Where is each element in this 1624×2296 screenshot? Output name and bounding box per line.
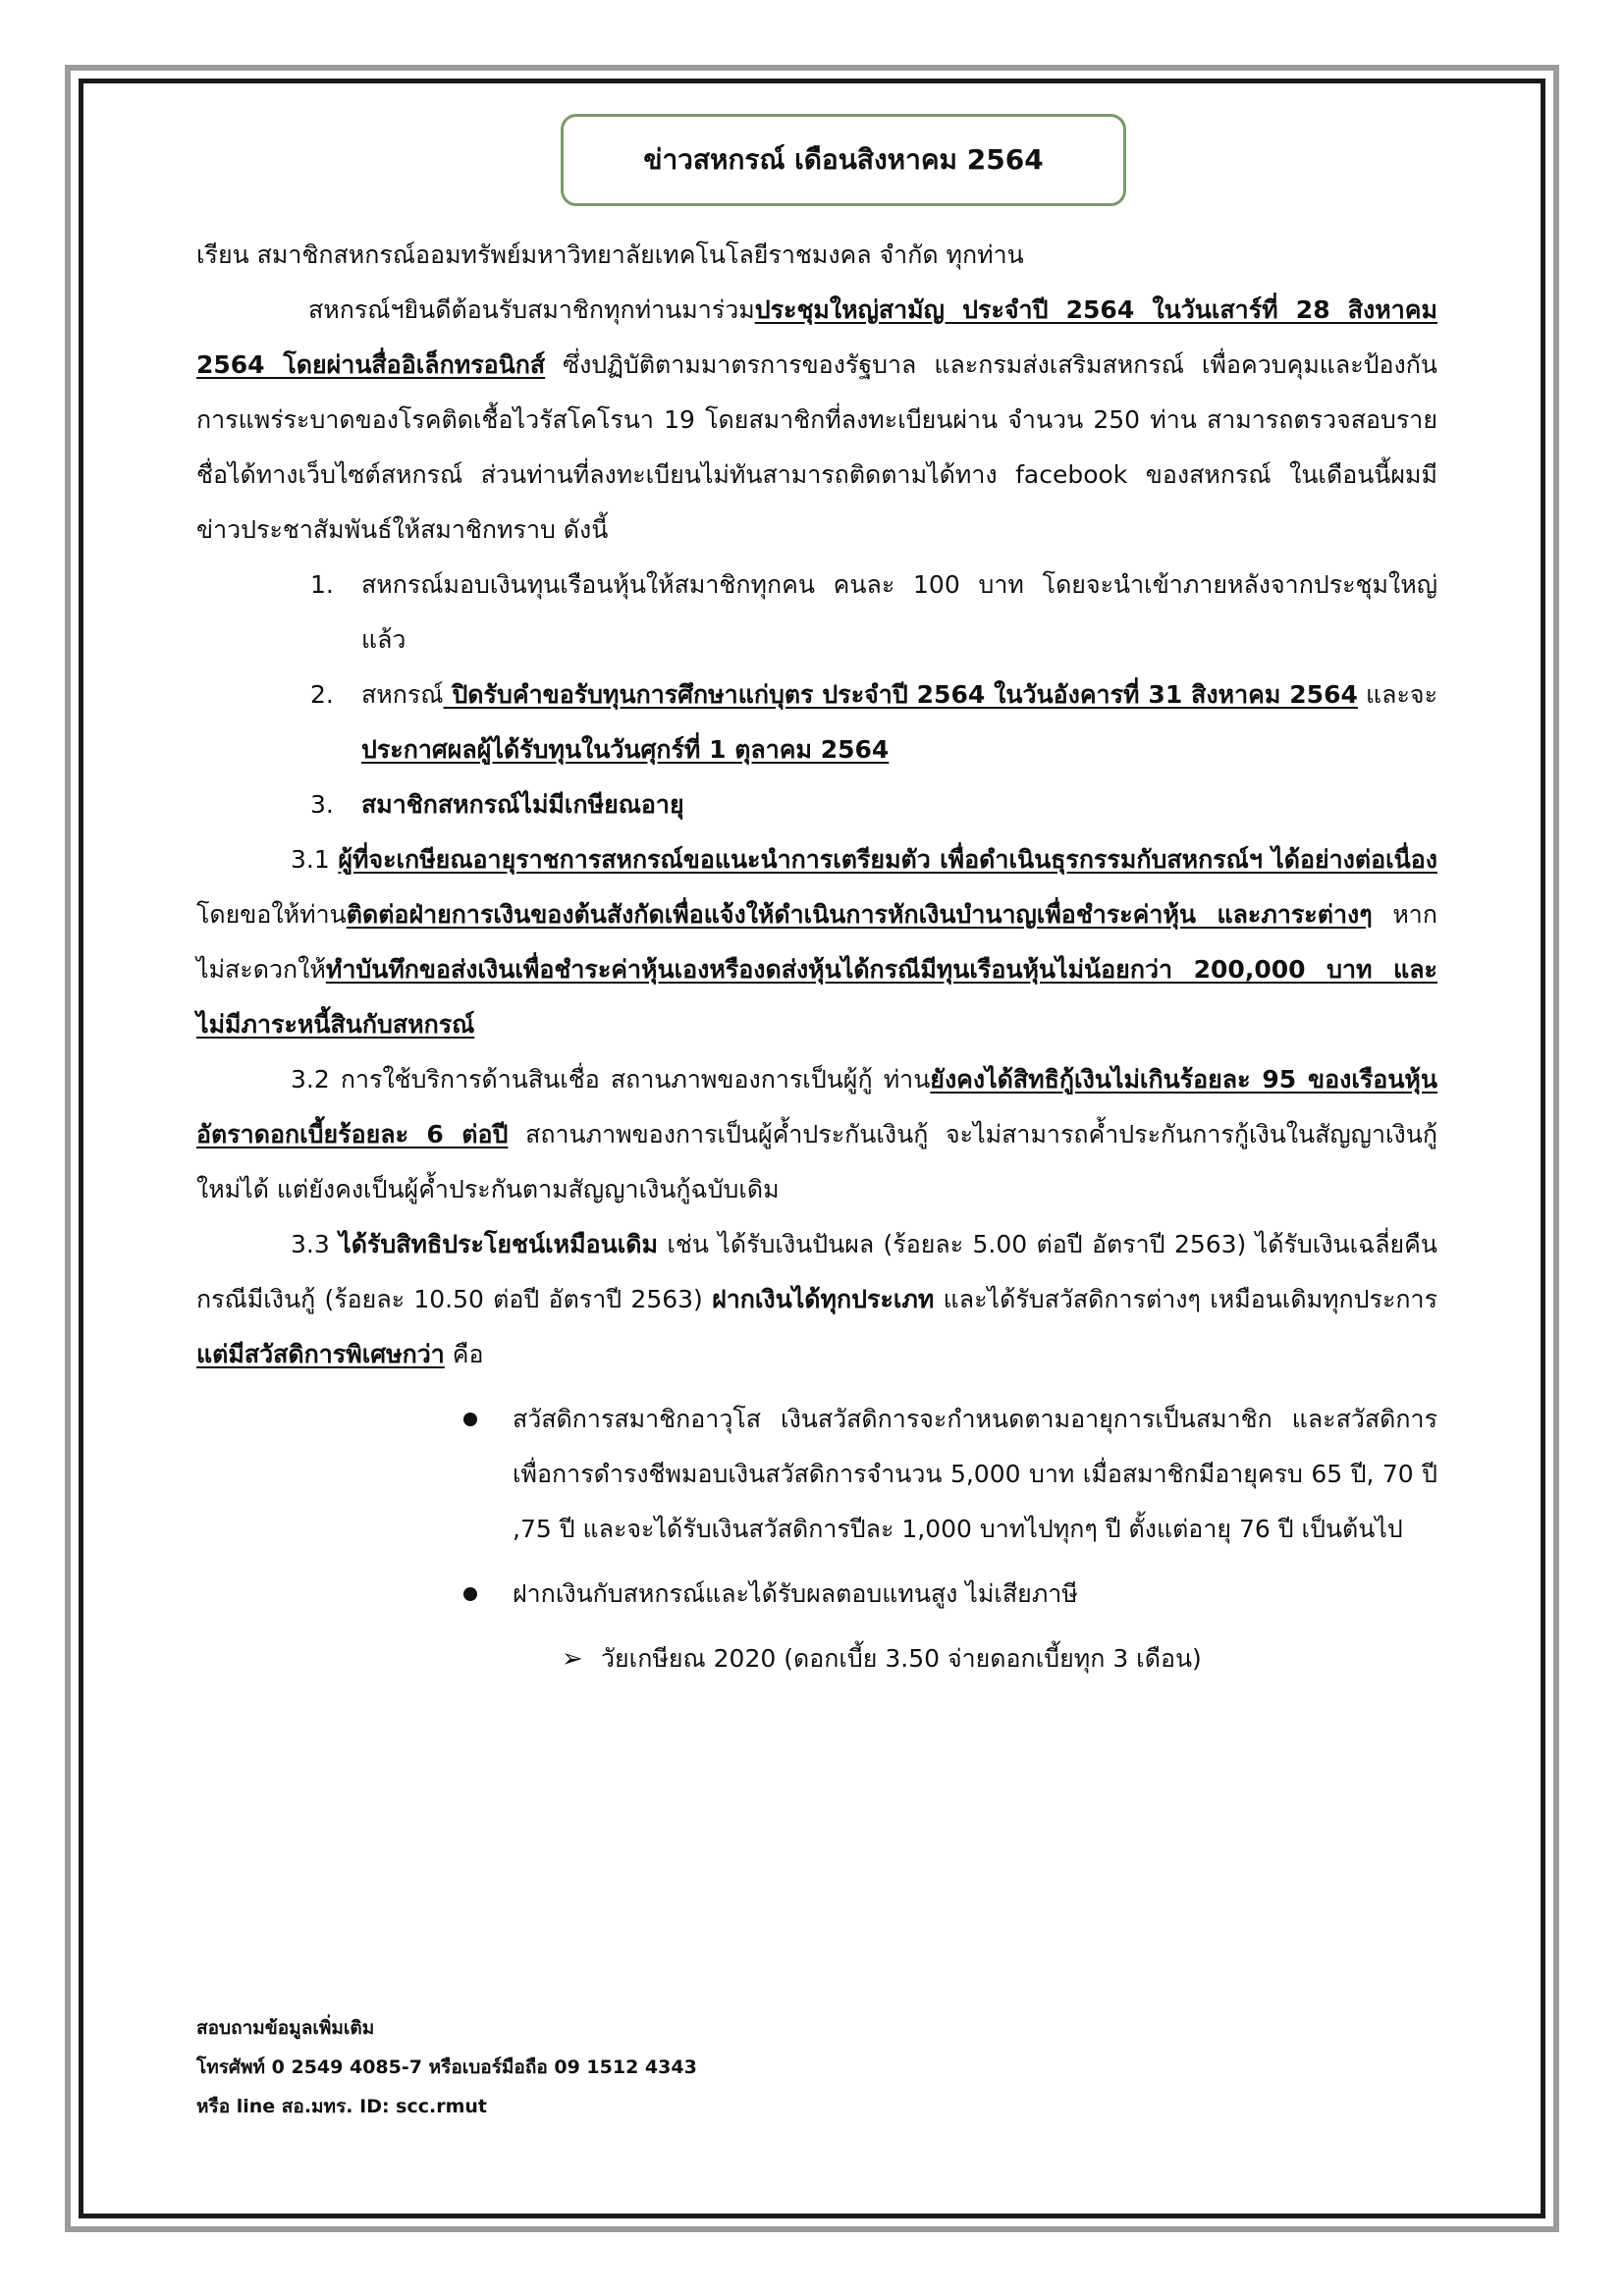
section-3-1-number: 3.1 <box>291 845 339 874</box>
section-3-3-number: 3.3 <box>291 1230 340 1258</box>
section-3-1-u3: ทำบันทึกขอส่งเงินเพื่อชำระค่าหุ้นเองหรืองดส่งหุ้นได้กรณีมีทุนเรือนหุ้นไม่น้อยกว่า 200,000 บาท และไม่มีภาระหนี้สินกับสหกรณ์ <box>196 955 1437 1039</box>
section-3-2 <box>196 1052 1437 1217</box>
list-item <box>196 667 1437 777</box>
bullet-icon <box>461 1392 513 1557</box>
newsletter-title-text: ข่าวสหกรณ์ เดือนสิงหาคม 2564 <box>643 143 1044 176</box>
section-3-1-t2: หากไม่สะดวกให้ <box>196 900 1437 984</box>
intro-text-1: สหกรณ์ฯยินดีต้อนรับสมาชิกทุกท่านมาร่วม <box>308 295 755 324</box>
section-3-2-t1: 3.2 การใช้บริการด้านสินเชื่อ สถานภาพของการเป็นผู้กู้ ท่าน <box>291 1065 931 1094</box>
deposit-product-text: วัยเกษียณ 2020 (ดอกเบี้ย 3.50 จ่ายดอกเบี้ยทุก 3 เดือน) <box>601 1644 1202 1673</box>
list-item-text: สมาชิกสหกรณ์ไม่มีเกษียณอายุ <box>361 790 684 819</box>
section-3-1-u1: ผู้ที่จะเกษียณอายุราชการสหกรณ์ขอแนะนำการเตรียมตัว เพื่อดำเนินธุรกรรมกับสหกรณ์ฯ ได้อย่างต่อเนื่อง <box>338 845 1437 874</box>
section-3-1-u2: ติดต่อฝ่ายการเงินของต้นสังกัดเพื่อแจ้งให้ดำเนินการหักเงินบำนาญเพื่อชำระค่าหุ้น และภาระต่างๆ <box>346 900 1373 929</box>
newsletter-title <box>561 114 1126 206</box>
salutation: เรียน สมาชิกสหกรณ์ออมทรัพย์มหาวิทยาลัยเทคโนโลยีราชมงคล จำกัด ทุกท่าน <box>196 240 1024 269</box>
contact-line: หรือ line สอ.มทร. ID: scc.rmut <box>196 2096 488 2117</box>
list-number: 2. <box>310 680 334 709</box>
newsletter-body <box>196 228 1437 1686</box>
contact-heading: สอบถามข้อมูลเพิ่มเติม <box>196 2017 375 2039</box>
section-3-2-u1: ยังคงได้สิทธิกู้เงินไม่เกินร้อยละ 95 ของเรือนหุ้น อัตราดอกเบี้ยร้อยละ 6 ต่อปี <box>196 1065 1437 1148</box>
section-3-3-b1: ได้รับสิทธิประโยชน์เหมือนเดิม <box>339 1230 658 1258</box>
news-list <box>196 558 1437 832</box>
section-3-3-t3: คือ <box>444 1340 484 1368</box>
section-3-3-t1: เช่น ได้รับเงินปันผล (ร้อยละ 5.00 ต่อปี อัตราปี 2563) ได้รับเงินเฉลี่ยคืน กรณีมีเงินกู้ (ร้อยละ 10.50 ต่อปี อัตราปี 2563) <box>196 1230 1437 1313</box>
section-3-3-u1: แต่มีสวัสดิการพิเศษกว่า <box>196 1340 445 1368</box>
list-number: 1. <box>310 570 334 599</box>
contact-footer <box>196 2008 697 2126</box>
item2-text-b: และจะ <box>1357 680 1437 709</box>
section-3-3 <box>196 1217 1437 1382</box>
meeting-announcement: ประชุมใหญ่สามัญ ประจำปี 2564 ในวันเสาร์ที่ 28 สิงหาคม 2564 โดยผ่านสื่ออิเล็กทรอนิกส์ <box>196 295 1437 379</box>
benefit-item <box>461 1567 1437 1622</box>
section-3-3-t2: และได้รับสวัสดิการต่างๆ เหมือนเดิมทุกประการ <box>934 1285 1438 1313</box>
list-item-text: สหกรณ์มอบเงินทุนเรือนหุ้นให้สมาชิกทุกคน คนละ 100 บาท โดยจะนำเข้าภายหลังจากประชุมใหญ่แล้ว <box>361 570 1437 654</box>
benefit-item <box>461 1392 1437 1557</box>
benefit-text: สวัสดิการสมาชิกอาวุโส เงินสวัสดิการจะกำหนดตามอายุการเป็นสมาชิก และสวัสดิการเพื่อการดำรงชีพมอบเงินสวัสดิการจำนวน 5,000 บาท เมื่อสมาชิกมีอายุครบ 65 ปี, 70 ปี ,75 ปี และจะได้รับเงินสวัสดิการปีละ 1,000 บาทไปทุกๆ ปี ตั้งแต่อายุ 76 ปี เป็นต้นไป <box>513 1405 1437 1543</box>
section-3-1-t1: โดยขอให้ท่าน <box>196 900 347 929</box>
intro-text-2: ซึ่งปฏิบัติตามมาตรการของรัฐบาล และกรมส่งเสริมสหกรณ์ เพื่อควบคุมและป้องกันการแพร่ระบาดของโรคติดเชื้อไวรัสโคโรนา 19 โดยสมาชิกที่ลงทะเบียนผ่าน จำนวน 250 ท่าน สามารถตรวจสอบรายชื่อได้ทางเว็บไซต์สหกรณ์ ส่วนท่านที่ลงทะเบียนไม่ทันสามารถติดตามได้ทาง facebook ของสหกรณ์ ในเดือนนี้ผมมีข่าวประชาสัมพันธ์ให้สมาชิกทราบ ดังนี้ <box>196 350 1437 544</box>
benefit-text: ฝากเงินกับสหกรณ์และได้รับผลตอบแทนสูง ไม่เสียภาษี <box>513 1579 1078 1608</box>
list-item <box>196 558 1437 667</box>
scholarship-deadline: ปิดรับคำขอรับทุนการศึกษาแก่บุตร ประจำปี 2564 ในวันอังคารที่ 31 สิงหาคม 2564 <box>443 680 1358 709</box>
intro-paragraph <box>196 283 1437 558</box>
bullet-icon <box>461 1567 513 1622</box>
section-3-1 <box>196 832 1437 1052</box>
list-item <box>196 777 1437 832</box>
deposit-product <box>196 1631 1437 1686</box>
benefit-list <box>196 1392 1437 1622</box>
item2-text-a: สหกรณ์ <box>361 680 444 709</box>
section-3-2-t2: สถานภาพของการเป็นผู้ค้ำประกันเงินกู้ จะไม่สามารถค้ำประกันการกู้เงินในสัญญาเงินกู้ใหม่ได้ แต่ยังคงเป็นผู้ค้ำประกันตามสัญญาเงินกู้ฉบับเดิม <box>196 1120 1437 1203</box>
scholarship-announcement: ประกาศผลผู้ได้รับทุนในวันศุกร์ที่ 1 ตุลาคม 2564 <box>361 735 890 764</box>
section-3-3-b2: ฝากเงินได้ทุกประเภท <box>712 1285 935 1313</box>
list-item-text <box>361 667 1437 777</box>
arrow-bullet-icon: ➢ <box>562 1644 583 1674</box>
list-number: 3. <box>310 790 334 819</box>
contact-phone: โทรศัพท์ 0 2549 4085-7 หรือเบอร์มือถือ 09 1512 4343 <box>196 2056 697 2078</box>
